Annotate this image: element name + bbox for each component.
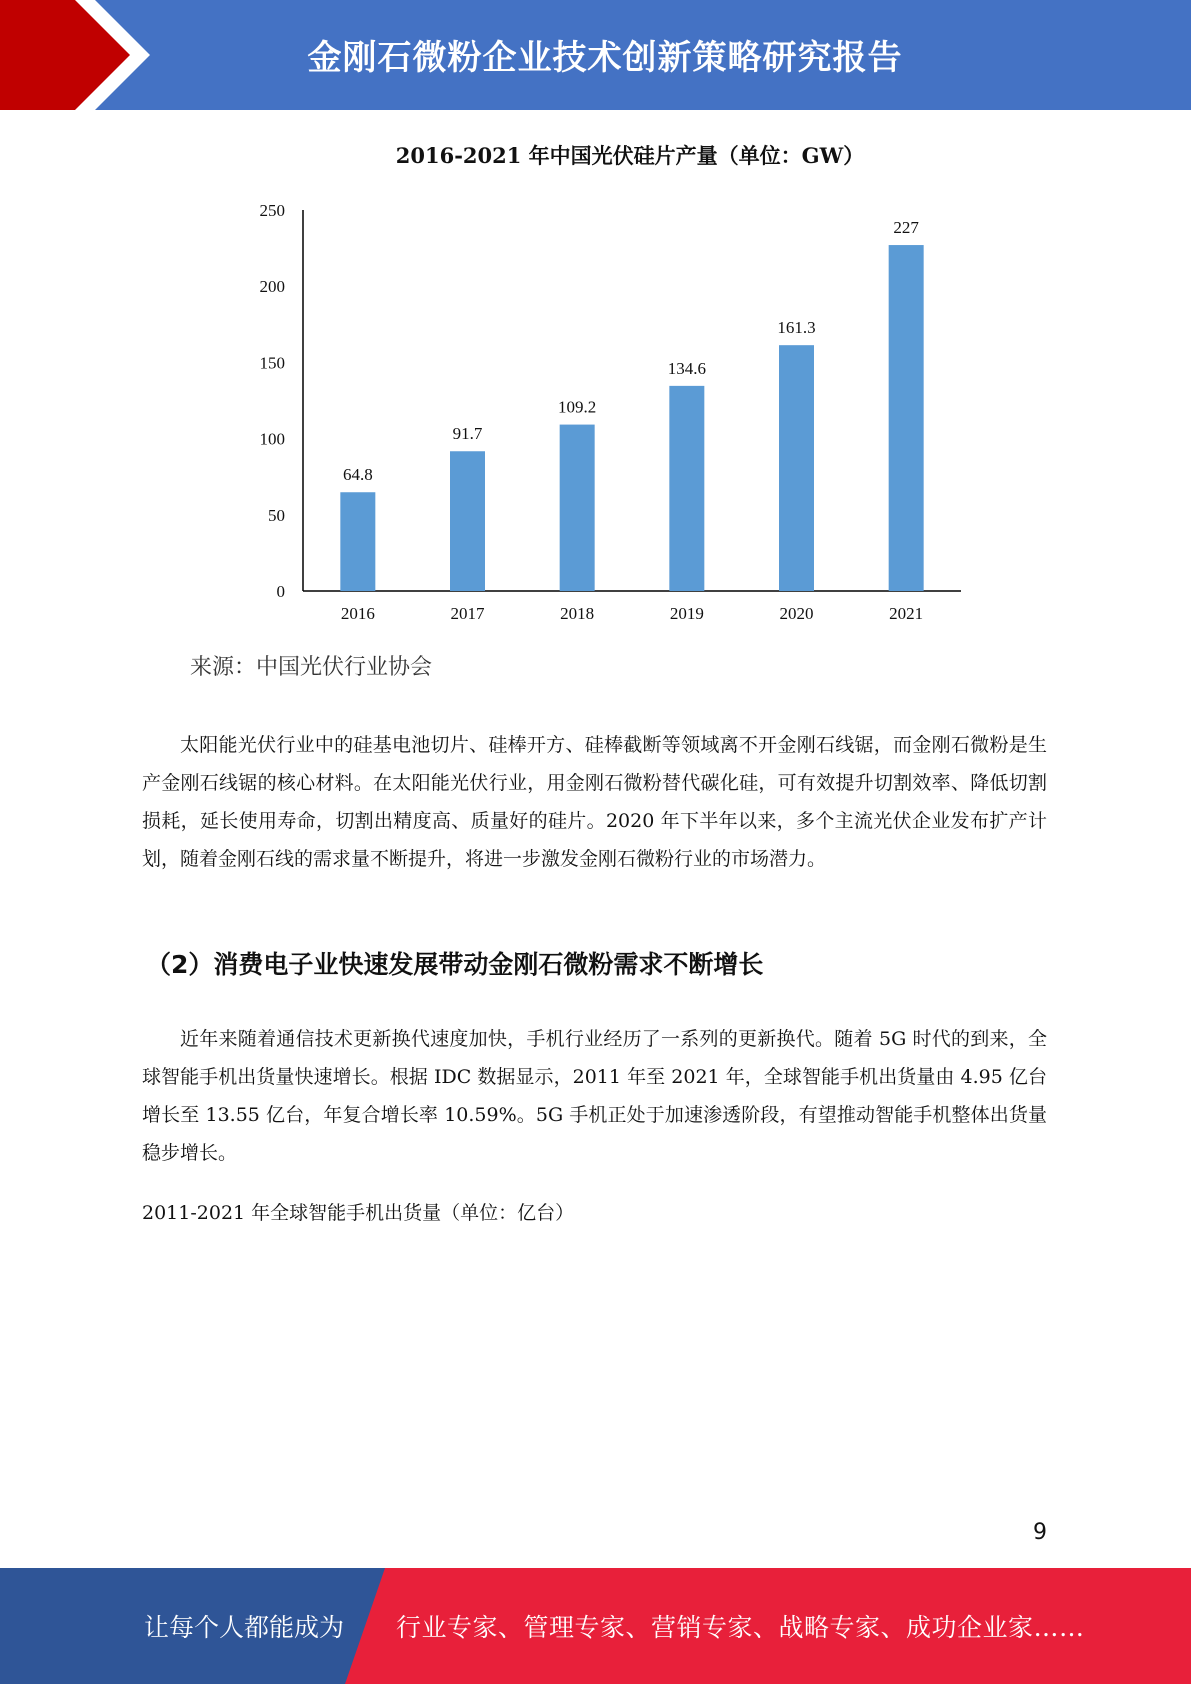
data-label: 227 [893, 218, 919, 238]
y-tick-label: 150 [259, 353, 285, 373]
header-banner [0, 0, 1191, 110]
x-tick-label: 2019 [669, 604, 704, 623]
report-title: 金刚石微粉企业技术创新策略研究报告 [307, 37, 903, 78]
smartphone-chart-caption: 2011-2021 年全球智能手机出货量（单位：亿台） [142, 1202, 575, 1224]
footer-slogan-left: 让每个人都能成为 [144, 1613, 345, 1642]
section-heading: （2）消费电子业快速发展带动金刚石微粉需求不断增长 [146, 950, 764, 979]
data-label: 91.7 [452, 424, 483, 444]
bar [889, 245, 924, 591]
data-label: 109.2 [558, 397, 597, 417]
x-tick-label: 2021 [889, 604, 924, 623]
bar [340, 492, 375, 591]
chart-source: 来源：中国光伏行业协会 [190, 655, 433, 680]
bar [560, 425, 595, 591]
chart-title: 2016-2021 年中国光伏硅片产量（单位：GW） [395, 143, 865, 168]
x-tick-label: 2018 [560, 604, 595, 623]
data-label: 64.8 [342, 465, 373, 485]
x-tick-label: 2017 [450, 604, 485, 623]
paragraph-smartphone: 近年来随着通信技术更新换代速度加快，手机行业经历了一系列的更新换代。随着 5G 时代的到来，全球智能手机出货量快速增长。根据 IDC 数据显示，2011 年至 2021 年，全球智能手机出货量由 4.95 亿台增长至 13.55 亿台，年复合增长率 10.59%。5G 手机正处于加速渗透阶段，有望推动智能手机整体出货量稳步增长。 [142, 1028, 1047, 1164]
y-tick-label: 100 [259, 429, 285, 449]
footer-slogan-right: 行业专家、管理专家、营销专家、战略专家、成功企业家…… [396, 1613, 1085, 1642]
footer-banner [0, 1568, 1191, 1684]
x-tick-label: 2020 [779, 604, 814, 623]
data-label: 134.6 [667, 358, 706, 378]
y-tick-label: 250 [259, 201, 285, 220]
x-tick-label: 2016 [340, 604, 375, 623]
wafer-output-bar-chart [230, 190, 970, 630]
bar [779, 345, 814, 591]
y-tick-label: 50 [268, 505, 285, 525]
y-tick-label: 0 [276, 582, 285, 601]
y-tick-label: 200 [259, 277, 285, 297]
data-label: 161.3 [777, 318, 816, 338]
page-number: 9 [1033, 1520, 1047, 1545]
bar [669, 386, 704, 591]
paragraph-photovoltaic: 太阳能光伏行业中的硅基电池切片、硅棒开方、硅棒截断等领域离不开金刚石线锯，而金刚石微粉是生产金刚石线锯的核心材料。在太阳能光伏行业，用金刚石微粉替代碳化硅，可有效提升切割效率、降低切割损耗，延长使用寿命，切割出精度高、质量好的硅片。2020 年下半年以来，多个主流光伏企业发布扩产计划，随着金刚石线的需求量不断提升，将进一步激发金刚石微粉行业的市场潜力。 [142, 734, 1047, 870]
bar [450, 451, 485, 591]
